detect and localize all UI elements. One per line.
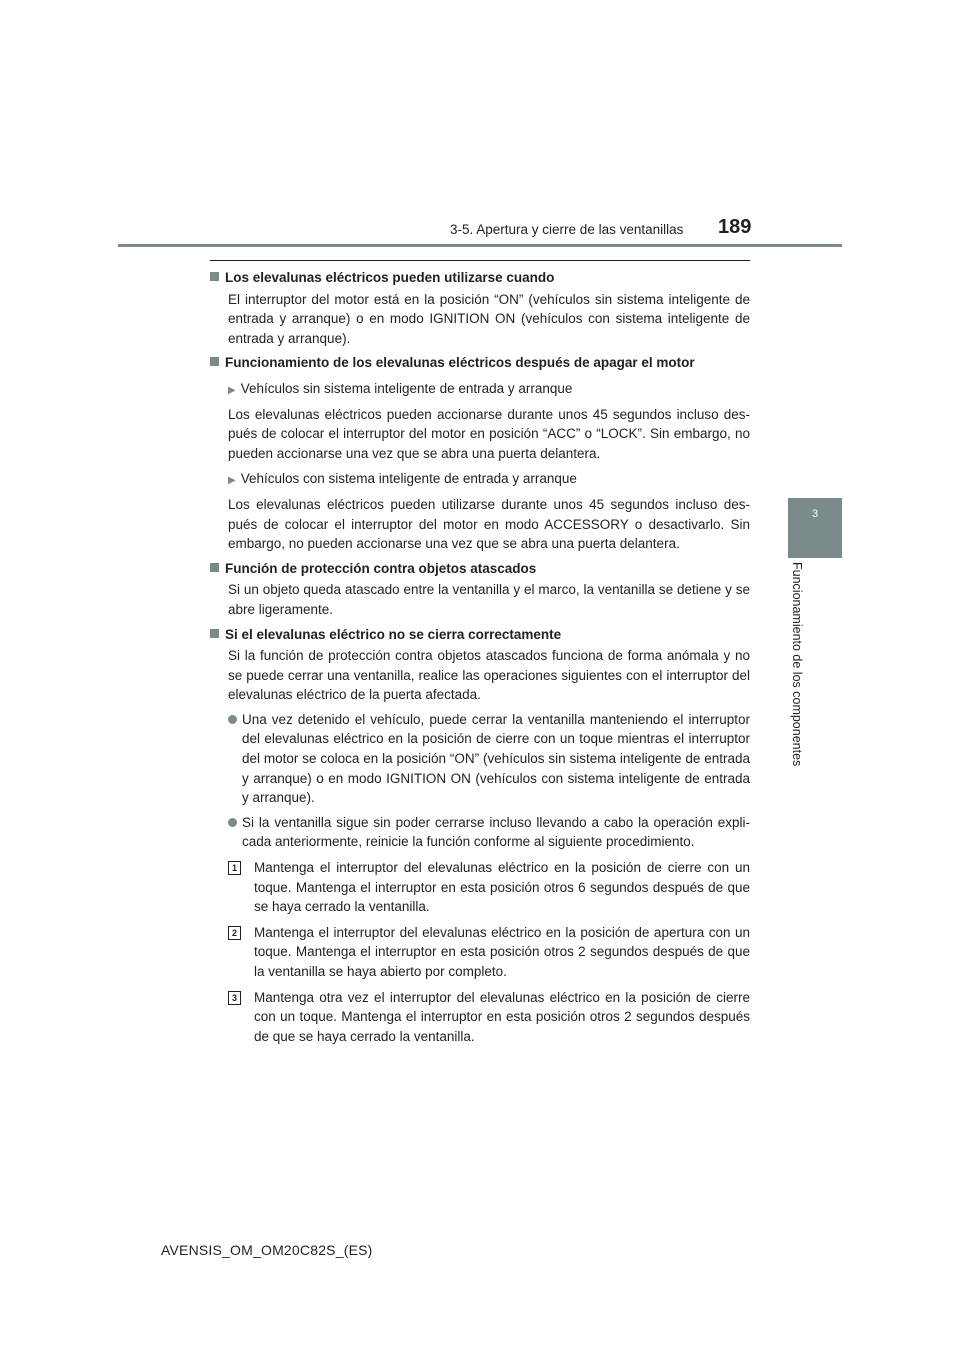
section-header-title: 3-5. Apertura y cierre de las ventanillas bbox=[450, 222, 684, 237]
chapter-number: 3 bbox=[811, 508, 819, 520]
content-divider bbox=[210, 260, 750, 261]
step-number-badge: 3 bbox=[228, 991, 241, 1005]
procedure-step bbox=[228, 858, 750, 917]
sub-heading bbox=[228, 469, 750, 491]
section-jam-protection bbox=[210, 559, 750, 620]
sub-heading-text: Vehículos sin sistema inteligente de entrada y arranque bbox=[240, 380, 573, 396]
document-code: AVENSIS_OM_OM20C82S_(ES) bbox=[161, 1242, 373, 1258]
list-item bbox=[228, 710, 750, 808]
square-bullet-icon bbox=[210, 272, 219, 281]
section-not-closing bbox=[210, 625, 750, 1047]
circle-bullet-icon bbox=[228, 715, 237, 724]
chapter-tab bbox=[788, 498, 842, 558]
section-title bbox=[210, 559, 750, 579]
page-number: 189 bbox=[718, 216, 752, 238]
square-bullet-icon bbox=[210, 563, 219, 572]
sub-paragraph: Los elevalunas eléctricos pueden utilizarse durante unos 45 segundos incluso des-pués de colocar el interruptor del motor en modo ACCESSORY o desactivarlo. Sin embargo, no pueden accionarse una vez que se abra una puerta delantera. bbox=[228, 496, 750, 552]
section-paragraph: Si un objeto queda atascado entre la ventanilla y el marco, la ventanilla se detiene y se abre ligeramente. bbox=[228, 582, 750, 617]
list-item bbox=[228, 813, 750, 852]
square-bullet-icon bbox=[210, 357, 219, 366]
chapter-label: Funcionamiento de los componentes bbox=[790, 562, 804, 767]
triangle-right-icon: ▶ bbox=[228, 475, 236, 487]
list-item-text: Una vez detenido el vehículo, puede cerrar la ventanilla manteniendo el interruptor del elevalunas eléctrico en la posición de cierre con un toque mientras el interruptor del motor se coloca en la posición “ON” (vehículos sin sistema inteligente de entrada y arranque) o en modo IGNITION ON (vehículos con sistema inteligente de entrada y arranque). bbox=[242, 711, 750, 806]
procedure-step bbox=[228, 923, 750, 982]
sub-heading bbox=[228, 379, 750, 401]
section-usage-condition bbox=[210, 268, 750, 348]
procedure-step bbox=[228, 988, 750, 1047]
header-divider bbox=[118, 244, 842, 247]
section-title bbox=[210, 268, 750, 288]
step-number-badge: 2 bbox=[228, 926, 241, 940]
section-title-text: Función de protección contra objetos atascados bbox=[225, 560, 537, 576]
triangle-right-icon: ▶ bbox=[228, 384, 236, 396]
section-paragraph: El interruptor del motor está en la posición “ON” (vehículos sin sistema inteligente de entrada y arranque) o en modo IGNITION ON (vehículos con sistema inteligente de entrada y arranque). bbox=[228, 291, 750, 346]
section-title bbox=[210, 625, 750, 645]
list-item-text: Si la ventanilla sigue sin poder cerrarse incluso llevando a cabo la operación expli-cada anteriormente, reinicie la función conforme al siguiente procedimiento. bbox=[242, 814, 750, 850]
sub-paragraph: Los elevalunas eléctricos pueden accionarse durante unos 45 segundos incluso des-pués de colocar el interruptor del motor en posición “ACC” o “LOCK”. Sin embargo, no pueden accionarse una vez que se abra una puerta delantera. bbox=[228, 406, 750, 461]
section-after-engine-off bbox=[210, 353, 750, 553]
content-body bbox=[210, 268, 750, 1051]
step-number-badge: 1 bbox=[228, 861, 241, 875]
section-title-text: Funcionamiento de los elevalunas eléctricos después de apagar el motor bbox=[225, 355, 695, 371]
circle-bullet-icon bbox=[228, 818, 237, 827]
section-title-text: Los elevalunas eléctricos pueden utilizarse cuando bbox=[225, 270, 555, 285]
section-paragraph: Si la función de protección contra objetos atascados funciona de forma anómala y no se puede cerrar una ventanilla, realice las operaciones siguientes con el interruptor del elevalunas eléctrico de la puerta afectada. bbox=[228, 648, 750, 703]
step-text: Mantenga el interruptor del elevalunas eléctrico en la posición de apertura con un toque. Mantenga el interruptor en esta posición otros 2 segundos después de que la ventanilla se haya abierto por completo. bbox=[254, 924, 750, 979]
section-title-text: Si el elevalunas eléctrico no se cierra correctamente bbox=[225, 626, 562, 642]
section-title bbox=[210, 353, 750, 373]
step-text: Mantenga el interruptor del elevalunas eléctrico en la posición de cierre con un toque. Mantenga el interruptor en esta posición otros 6 segundos después de que se haya cerrado la ventanilla. bbox=[254, 860, 750, 915]
square-bullet-icon bbox=[210, 629, 219, 638]
step-text: Mantenga otra vez el interruptor del elevalunas eléctrico en la posición de cierre con un toque. Mantenga el interruptor en esta posición otros 2 segundos después de que se haya cerrado la ventanilla. bbox=[254, 989, 750, 1044]
sub-heading-text: Vehículos con sistema inteligente de entrada y arranque bbox=[240, 471, 577, 487]
